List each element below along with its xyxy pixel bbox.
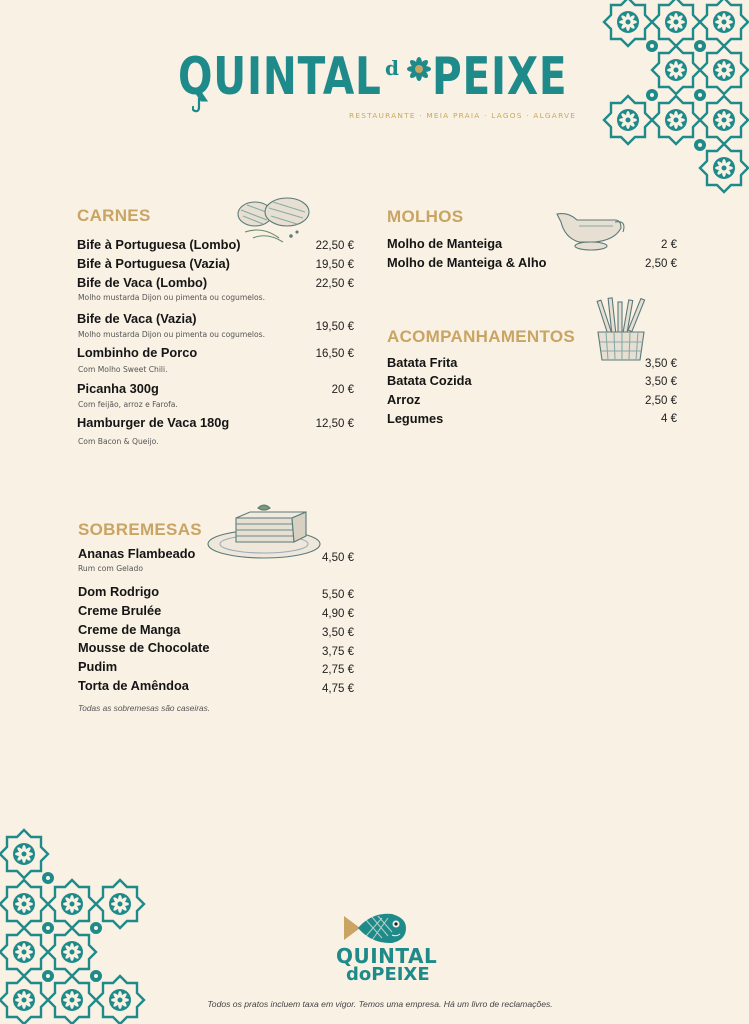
logo-word-quintal: QUINTAL xyxy=(178,47,382,107)
menu-item-name: Torta de Amêndoa xyxy=(78,678,189,693)
menu-item-price: 2 € xyxy=(661,239,677,251)
menu-item-name: Molho de Manteiga & Alho xyxy=(387,255,547,270)
footer-legal-text: Todos os pratos incluem taxa em vigor. Temos uma empresa. Há um livro de reclamações. xyxy=(207,999,553,1009)
menu-item-name: Bife de Vaca (Lombo) xyxy=(77,275,208,290)
menu-item-price: 16,50 € xyxy=(315,348,354,360)
menu-item-name: Dom Rodrigo xyxy=(78,584,160,599)
menu-item-name: Arroz xyxy=(387,392,421,407)
menu-item-name: Batata Frita xyxy=(387,355,458,370)
menu-item-name: Ananas Flambeado xyxy=(78,546,196,561)
menu-item-name: Batata Cozida xyxy=(387,373,472,388)
menu-item-description: Com Bacon & Queijo. xyxy=(78,437,159,446)
menu-item-price: 3,50 € xyxy=(645,376,677,388)
menu-item-price: 19,50 € xyxy=(315,259,354,271)
menu-item-price: 2,50 € xyxy=(645,258,677,270)
menu-item-price: 19,50 € xyxy=(315,321,354,333)
menu-item-price: 2,50 € xyxy=(645,395,677,407)
menu-item-price: 22,50 € xyxy=(315,278,354,290)
menu-item-name: Hamburger de Vaca 180g xyxy=(77,415,230,430)
section-title-sobremesas: SOBREMESAS xyxy=(78,520,202,539)
fish-logo-icon xyxy=(342,910,408,948)
menu-item-description: Com feijão, arroz e Farofa. xyxy=(78,400,178,409)
menu-item-description: Molho mustarda Dijon ou pimenta ou cogumelos. xyxy=(78,330,266,339)
menu-item-price: 4 € xyxy=(661,413,677,425)
menu-item-name: Creme Brulée xyxy=(78,603,162,618)
azulejo-tiles-top-right-icon xyxy=(598,0,749,195)
menu-item-name: Mousse de Chocolate xyxy=(78,640,210,655)
menu-item-description: Rum com Gelado xyxy=(78,564,143,573)
menu-item-name: Picanha 300g xyxy=(77,381,159,396)
menu-item-name: Pudim xyxy=(78,659,118,674)
menu-item-price: 4,90 € xyxy=(322,608,354,620)
menu-item-description: Com Molho Sweet Chili. xyxy=(78,365,168,374)
menu-item-price: 4,75 € xyxy=(322,683,354,695)
menu-item-name: Bife à Portuguesa (Vazia) xyxy=(77,256,230,271)
logo-word-peixe: PEIXE xyxy=(432,47,568,107)
restaurant-subtitle: RESTAURANTE · MEIA PRAIA · LAGOS · ALGARVE xyxy=(349,111,577,120)
restaurant-logo xyxy=(178,44,573,112)
menu-item-price: 12,50 € xyxy=(315,418,354,430)
menu-item-price: 3,50 € xyxy=(322,627,354,639)
menu-item-price: 20 € xyxy=(331,384,354,396)
menu-item-name: Molho de Manteiga xyxy=(387,236,503,251)
fries-basket-illustration-icon xyxy=(588,296,654,364)
azulejo-tiles-bottom-left-icon xyxy=(0,826,150,1024)
menu-item-price: 3,50 € xyxy=(645,358,677,370)
menu-item-price: 4,50 € xyxy=(322,552,354,564)
menu-item-name: Bife à Portuguesa (Lombo) xyxy=(77,237,241,252)
section-title-molhos: MOLHOS xyxy=(387,207,464,226)
section-title-acompanhamentos: ACOMPANHAMENTOS xyxy=(387,327,576,346)
flower-icon xyxy=(406,56,432,82)
footer-logo-line1: QUINTAL xyxy=(336,944,438,968)
menu-item-name: Creme de Manga xyxy=(78,622,181,637)
menu-item-name: Legumes xyxy=(387,411,444,426)
menu-item-description: Molho mustarda Dijon ou pimenta ou cogumelos. xyxy=(78,293,266,302)
menu-item-price: 22,50 € xyxy=(315,240,354,252)
menu-item-name: Lombinho de Porco xyxy=(77,345,198,360)
desserts-note: Todas as sobremesas são caseiras. xyxy=(78,703,211,713)
footer-logo-line2: doPEIXE xyxy=(346,964,430,985)
section-title-carnes: CARNES xyxy=(77,206,151,225)
logo-word-do: d xyxy=(385,56,399,80)
menu-item-price: 5,50 € xyxy=(322,589,354,601)
menu-item-price: 2,75 € xyxy=(322,664,354,676)
fish-hook-icon xyxy=(192,98,206,114)
menu-item-price: 3,75 € xyxy=(322,646,354,658)
menu-item-name: Bife de Vaca (Vazia) xyxy=(77,311,197,326)
